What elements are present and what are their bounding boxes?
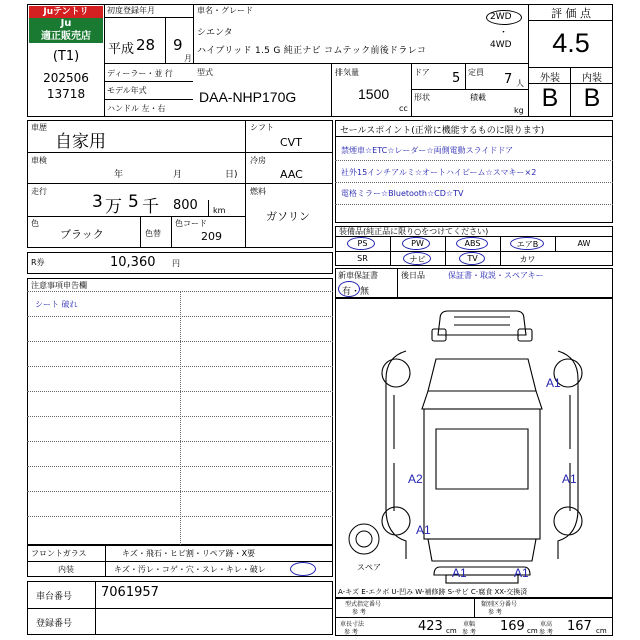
- after-label: 後日品: [401, 271, 425, 280]
- length-value: 423: [418, 619, 443, 634]
- recycle-frame: [27, 252, 333, 274]
- inspection-label: 車検: [31, 156, 47, 165]
- dealer-label: ディーラー・並 行: [107, 69, 173, 78]
- capacity-unit: 人: [516, 79, 524, 88]
- shape-label: 形状: [414, 93, 430, 102]
- length-ref: 参 考: [344, 629, 358, 636]
- logo: [29, 6, 103, 44]
- warranty-label: 新車保証書: [338, 271, 378, 280]
- ac-value: AAC: [280, 168, 303, 181]
- score-ext: B: [541, 84, 559, 112]
- usage-value: 自家用: [55, 132, 106, 152]
- shift-value: CVT: [280, 136, 302, 149]
- recycle-label: R券: [31, 258, 45, 267]
- disp-label: 排気量: [335, 68, 359, 77]
- notes-label: 注意事項申告欄: [31, 281, 87, 290]
- mileage-v3: 800: [173, 198, 198, 213]
- equip-sr: SR: [357, 254, 368, 263]
- equip-pw: PW: [411, 239, 424, 248]
- score-label: 評 価 点: [551, 7, 591, 20]
- height-ref: 参 考: [539, 629, 553, 636]
- usage-label: 車歴: [31, 123, 47, 132]
- score-value: 4.5: [552, 28, 590, 58]
- torn-circle: [290, 562, 316, 576]
- logo-top: Juテントリ: [29, 6, 103, 18]
- height-label: 車高: [540, 621, 553, 628]
- capacity-label: 定員: [468, 68, 484, 77]
- model-year-label: モデル年式: [107, 86, 147, 95]
- inspection-year: 年: [114, 170, 124, 180]
- equip-navi: ナビ: [409, 255, 426, 264]
- damage-mark-left-rear: A2: [408, 472, 423, 486]
- drive-2wd: 2WD: [490, 12, 512, 22]
- lot-date: 202506: [43, 71, 89, 85]
- reg-month: 9: [173, 36, 183, 54]
- after-value: 保証書・取説・スペアキー: [448, 271, 544, 280]
- reg-month-unit: 月: [184, 54, 192, 63]
- color-code: 209: [201, 230, 222, 243]
- reg-year: 28: [136, 36, 156, 54]
- damage-mark-rear-left: A1: [452, 566, 467, 580]
- glass-label: フロントガラス: [31, 549, 87, 558]
- damage-mark-rear-right: A1: [514, 566, 529, 580]
- sales-line-3: 電格ミラー☆Bluetooth☆CD☆TV: [341, 189, 464, 198]
- ac-label: 冷房: [250, 156, 266, 165]
- inspection-month: 月: [173, 170, 183, 180]
- pw-circle: [402, 237, 430, 250]
- recycle-unit: 円: [172, 259, 180, 268]
- load-label: 積載: [470, 93, 486, 102]
- tv-circle: [459, 252, 485, 265]
- glass-value: キズ・飛石・ヒビ割・リペア跡・X要: [122, 549, 256, 558]
- equip-aw: AW: [577, 239, 591, 248]
- equip-airbag: エアB: [516, 240, 539, 249]
- width-ref: 参 考: [462, 629, 476, 636]
- warranty-value: 有・無: [342, 287, 370, 297]
- sales-line-2: 社外15インチアルミ☆オートハイビーム☆スマキー×2: [341, 168, 537, 177]
- disp-unit: cc: [399, 104, 408, 113]
- class-ref-note: 参 考: [488, 609, 502, 616]
- chassis-label: 車台番号: [36, 592, 73, 602]
- mileage-label: 走行: [31, 187, 47, 196]
- damage-mark-right-front: A1: [546, 376, 561, 390]
- mileage-u2: 千: [142, 197, 159, 217]
- car-diagram: [336, 299, 612, 589]
- color-change: 色替: [145, 229, 161, 238]
- color-value: ブラック: [60, 228, 104, 241]
- diagram-legend: A-キズ E-エクボ U-凹み W-補修跡 S-サビ C-腐食 XX-交換済: [338, 588, 528, 596]
- model-type: DAA-NHP170G: [199, 89, 297, 105]
- reg-era: 平成: [108, 42, 135, 57]
- logo-bottom: 適正販売店: [29, 30, 103, 43]
- type-ref-note: 参 考: [352, 609, 366, 616]
- drive-dot: ・: [499, 28, 509, 38]
- equip-label: 装備品(純正品に限り○をつけてください): [339, 227, 489, 236]
- drive-4wd: 4WD: [490, 40, 512, 50]
- logo-badge: Ju: [29, 18, 103, 30]
- color-code-label: 色コード: [175, 219, 207, 228]
- door-label: ドア: [414, 68, 430, 77]
- width-label: 車幅: [463, 621, 476, 628]
- type-ref-label: 型式指定番号: [345, 601, 382, 608]
- reg-label: 初度登録年月: [107, 6, 155, 15]
- plate-label: 登録番号: [36, 619, 73, 629]
- score-ext-label: 外装: [540, 73, 560, 84]
- color-label: 色: [31, 219, 39, 228]
- shift-label: シフト: [250, 123, 274, 132]
- mileage-u1: 万: [105, 197, 122, 217]
- abs-circle: [456, 237, 488, 250]
- damage-mark-left-bumper: A1: [416, 523, 431, 537]
- fuel-value: ガソリン: [266, 210, 310, 223]
- length-unit: cm: [446, 627, 457, 635]
- equip-abs: ABS: [464, 239, 481, 248]
- score-int: B: [583, 84, 601, 112]
- ps-circle: [347, 237, 375, 250]
- equip-ps: PS: [357, 239, 368, 248]
- car-label: 車名・グレード: [197, 6, 253, 15]
- capacity: 7: [504, 72, 513, 87]
- width-unit: cm: [527, 627, 538, 635]
- height-unit: cm: [596, 627, 607, 635]
- fuel-label: 燃料: [250, 187, 266, 196]
- header-frame: [27, 4, 613, 117]
- chassis-value: 7061957: [101, 585, 159, 600]
- doors: 5: [452, 71, 461, 86]
- notes-text: シート 破れ: [35, 300, 78, 309]
- lot-number: 13718: [46, 87, 86, 101]
- mileage-v2: 5: [128, 192, 139, 212]
- equip-tv: TV: [467, 254, 478, 263]
- width-value: 169: [500, 619, 525, 634]
- sales-label: セールスポイント(正常に機能するものに限ります): [340, 126, 545, 136]
- height-value: 167: [567, 619, 592, 634]
- handle-label: ハンドル 左・右: [107, 104, 166, 113]
- car-grade: ハイブリッド 1.5 G 純正ナビ コムテック前後ドラレコ: [197, 46, 427, 56]
- lot-code: (T1): [52, 49, 80, 64]
- damage-mark-right-rear: A1: [562, 472, 577, 486]
- score-int-label: 内装: [582, 73, 602, 84]
- mileage-v1: 3: [92, 192, 103, 212]
- airbag-circle: [510, 237, 544, 250]
- car-name: シエンタ: [197, 28, 233, 38]
- length-label: 車長寸法: [340, 621, 365, 628]
- inspection-day: 日): [225, 170, 238, 180]
- interior-value: キズ・汚レ・コゲ・穴・スレ・キレ・破レ: [114, 565, 266, 574]
- recycle-value: 10,360: [110, 255, 156, 270]
- warranty-yes-circle: [338, 281, 360, 297]
- type-label: 型式: [197, 68, 213, 77]
- equip-leather: カワ: [519, 255, 536, 264]
- displacement: 1500: [358, 86, 390, 102]
- navi-circle: [403, 252, 431, 265]
- load-unit: kg: [514, 106, 524, 115]
- class-ref-label: 類別区分番号: [481, 601, 518, 608]
- sales-line-1: 禁煙車☆ETC☆レーダー☆両側電動スライドドア: [341, 146, 514, 155]
- mileage-unit: km: [213, 206, 226, 215]
- interior-label: 内装: [58, 565, 74, 574]
- spare-label: スペア: [357, 563, 381, 572]
